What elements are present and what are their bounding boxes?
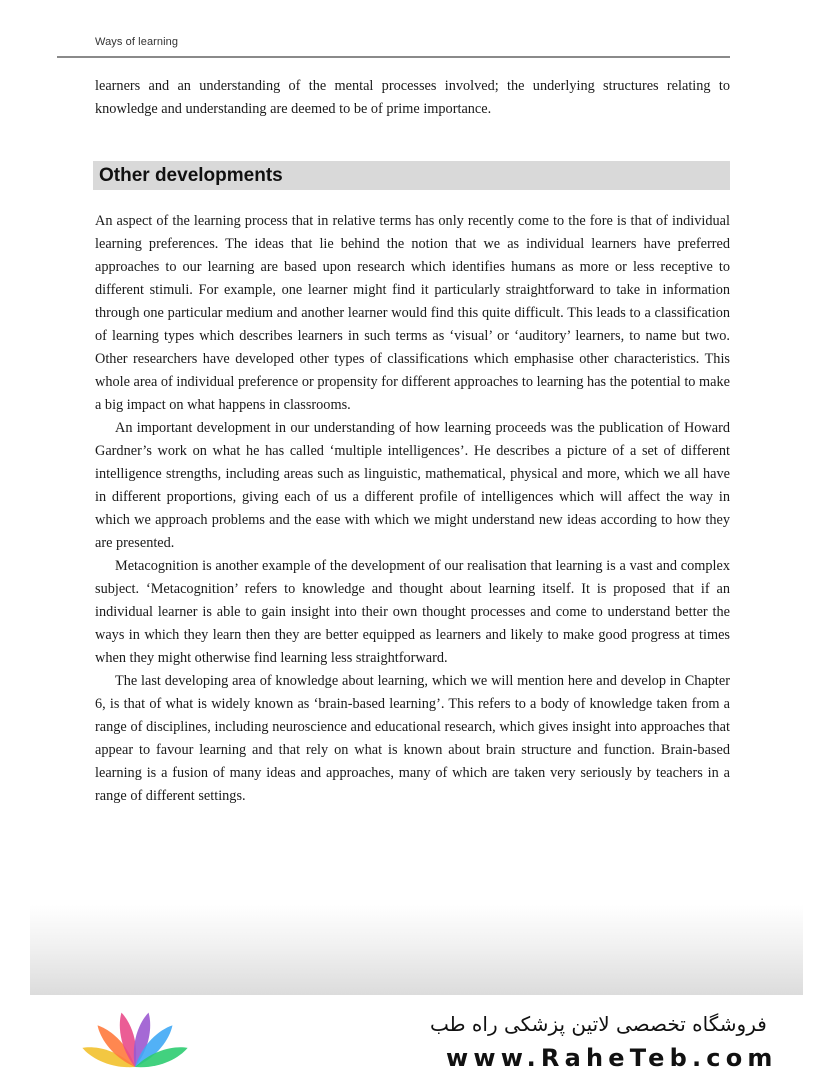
paragraph-metacognition: Metacognition is another example of the development of our realisation that learning is a vast and complex subject. ‘Metacognition’ refers to knowledge and thought about learning itself. It is proposed that if an individual learner is able to gain insight into their own thought processes and come to understand better the ways in which they learn then they are better equipped as learners and likely to make good progress at times when they might otherwise find learning less straightforward. [95, 558, 730, 666]
book-logo-icon [70, 1005, 200, 1075]
watermark-shop-name: فروشگاه تخصصی لاتین پزشکی راه طب [430, 1012, 767, 1036]
intro-paragraph: learners and an understanding of the mental processes involved; the underlying structures relating to knowledge and understanding are deemed to be of prime importance. [95, 78, 730, 117]
section-body [95, 210, 730, 808]
paragraph-multiple-intelligences: An important development in our understanding of how learning proceeds was the publication of Howard Gardner’s work on what he has called ‘multiple intelligences’. He describes a picture of a set of different intelligence strengths, including areas such as linguistic, mathematical, physical and more, which we all have in different proportions, giving each of us a different profile of intelligences which will affect the way in which we approach problems and the ease with which we might understand new ideas according to how they are presented. [95, 420, 730, 551]
paragraph-learning-preferences: An aspect of the learning process that in relative terms has only recently come to the fore is that of individual learning preferences. The ideas that lie behind the notion that we as individual learners have preferred approaches to our learning are based upon research which identifies humans as more or less receptive to different stimuli. For example, one learner might find it particularly straightforward to take in information through one particular medium and another learner would find this quite difficult. This leads to a classification of learning types which describes learners in such terms as ‘visual’ or ‘auditory’ learners, to name but two. Other researchers have developed other types of classifications which emphasise other characteristics. This whole area of individual preference or propensity for different approaches to learning has the potential to make a big impact on what happens in classrooms. [95, 213, 730, 413]
watermark-url: www.RaheTeb.com [446, 1044, 778, 1072]
paragraph-brain-based-learning: The last developing area of knowledge about learning, which we will mention here and develop in Chapter 6, is that of what is widely known as ‘brain-based learning’. This refers to a body of knowledge taken from a range of disciplines, including neuroscience and educational research, which gives insight into approaches that appear to favour learning and that rely on what is known about brain structure and function. Brain-based learning is a fusion of many ideas and approaches, many of which are taken very seriously by teachers in a range of different settings. [95, 673, 730, 804]
header-rule [57, 56, 730, 58]
footer-shadow-band [30, 905, 803, 995]
section-heading: Other developments [93, 161, 730, 190]
running-head: Ways of learning [95, 36, 179, 48]
